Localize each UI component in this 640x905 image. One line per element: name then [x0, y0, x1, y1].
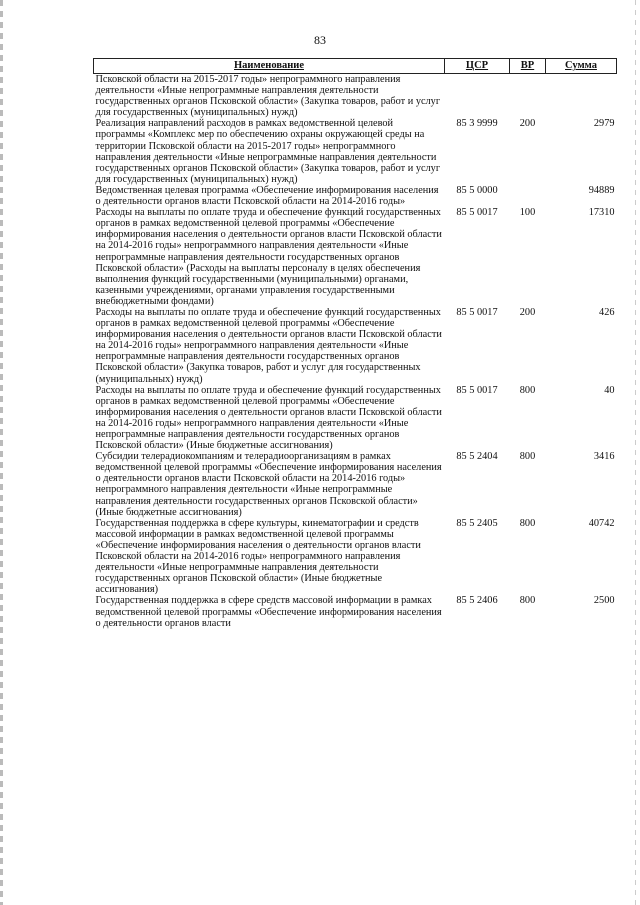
header-csr: ЦСР — [445, 59, 510, 74]
row-vr: 800 — [519, 384, 536, 396]
table-row — [94, 595, 617, 628]
scan-edge-left — [0, 0, 3, 905]
row-name: Расходы на выплаты по оплате труда и обеспечение функций государственных органов в рамках ведомственной целевой программы «Обеспечение информирования населения о деятельности органов власти Псковской области на 2014-2016 годы» непрограммного направления деятельности «Иные непрограммные направления деятельности государственных органов Псковской области» (Иные бюджетные ассигнования) — [95, 384, 442, 452]
row-name: Псковской области на 2015-2017 годы» непрограммного направления деятельности «Иные непрограммные направления деятельности государственных органов Псковской области» (Закупка товаров, работ и услуг для государственных (муниципальных) нужд) — [95, 74, 441, 119]
row-vr: 800 — [519, 517, 536, 529]
table-header-row — [94, 59, 617, 74]
row-csr — [445, 74, 510, 119]
row-name: Расходы на выплаты по оплате труда и обеспечение функций государственных органов в рамках ведомственной целевой программы «Обеспечение информирования населения о деятельности органов власти Псковской области на 2014-2016 годы» непрограммного направления деятельности «Иные непрограммные направления деятельности государственных органов Псковской области» (Расходы на выплаты персоналу в целях обеспечения выполнения функций государственными (муниципальными) органами, казенными учреждениями, органами управления государственными внебюджетными фондами) — [95, 207, 442, 307]
row-sum: 40 — [604, 384, 615, 396]
table-row — [94, 118, 617, 185]
row-csr: 85 5 0017 — [456, 306, 498, 318]
row-sum: 426 — [599, 306, 615, 318]
row-csr: 85 3 9999 — [456, 118, 498, 130]
row-name: Ведомственная целевая программа «Обеспечение информирования населения о деятельности органов власти Псковской области на 2014-2016 годы» — [95, 184, 439, 208]
row-vr: 100 — [519, 207, 536, 219]
row-vr — [510, 185, 546, 207]
row-csr: 85 5 2406 — [456, 595, 498, 607]
row-vr: 200 — [519, 306, 536, 318]
scan-edge-right — [635, 0, 636, 905]
table-row — [94, 385, 617, 452]
row-sum: 94889 — [588, 184, 615, 196]
row-sum: 17310 — [588, 207, 615, 219]
row-sum: 40742 — [588, 517, 615, 529]
row-name: Реализация направлений расходов в рамках ведомственной целевой программы «Комплекс мер по обеспечению охраны окружающей среды на территории Псковской области на 2015-2017 годы» непрограммного направления деятельности «Иные непрограммные направления деятельности государственных органов Псковской области» (Закупка товаров, работ и услуг для государственных (муниципальных) нужд) — [95, 118, 441, 185]
header-sum: Сумма — [546, 59, 617, 74]
row-name: Расходы на выплаты по оплате труда и обеспечение функций государственных органов в рамках ведомственной целевой программы «Обеспечение информирования населения о деятельности органов власти Псковской области на 2014-2016 годы» непрограммного направления деятельности «Иные непрограммные направления деятельности государственных органов Псковской области» (Закупка товаров, работ и услуг для государственных (муниципальных) нужд) — [95, 306, 442, 385]
row-vr: 200 — [519, 118, 536, 130]
table-row — [94, 185, 617, 207]
row-name: Государственная поддержка в сфере средств массовой информации в рамках ведомственной целевой программы «Обеспечение информирования населения о деятельности органов власти — [95, 595, 442, 629]
row-sum: 2979 — [593, 118, 615, 130]
table-row — [94, 451, 617, 518]
row-sum: 3416 — [593, 451, 615, 463]
row-name: Государственная поддержка в сфере культуры, кинематографии и средств массовой информации в рамках ведомственной целевой программы «Обеспечение информирования населения о деятельности органов власти Псковской области на 2014-2016 годы» непрограммного направления деятельности «Иные непрограммные направления деятельности государственных органов Псковской области» (Иные бюджетные ассигнования) — [95, 517, 421, 596]
row-csr: 85 5 0017 — [456, 207, 498, 219]
row-vr — [510, 74, 546, 119]
row-sum: 2500 — [593, 595, 615, 607]
table-row — [94, 518, 617, 596]
row-vr: 800 — [519, 451, 536, 463]
table-row — [94, 74, 617, 119]
row-vr: 800 — [519, 595, 536, 607]
row-csr: 85 5 2405 — [456, 517, 498, 529]
budget-table — [93, 58, 617, 629]
page-number: 83 — [314, 33, 326, 47]
table-row — [94, 307, 617, 385]
row-csr: 85 5 0017 — [456, 384, 498, 396]
table-row — [94, 207, 617, 307]
header-vr: ВР — [510, 59, 546, 74]
row-sum — [546, 74, 617, 119]
row-csr: 85 5 0000 — [456, 184, 498, 196]
header-name: Наименование — [94, 59, 445, 74]
row-name: Субсидии телерадиокомпаниям и телерадиоорганизациям в рамках ведомственной целевой программы «Обеспечение информирования населения о деятельности органов власти Псковской области на 2014-2016 годы» непрограммного направления деятельности «Иные непрограммные направления деятельности государственных органов Псковской области» (Иные бюджетные ассигнования) — [95, 451, 442, 518]
row-csr: 85 5 2404 — [456, 451, 498, 463]
